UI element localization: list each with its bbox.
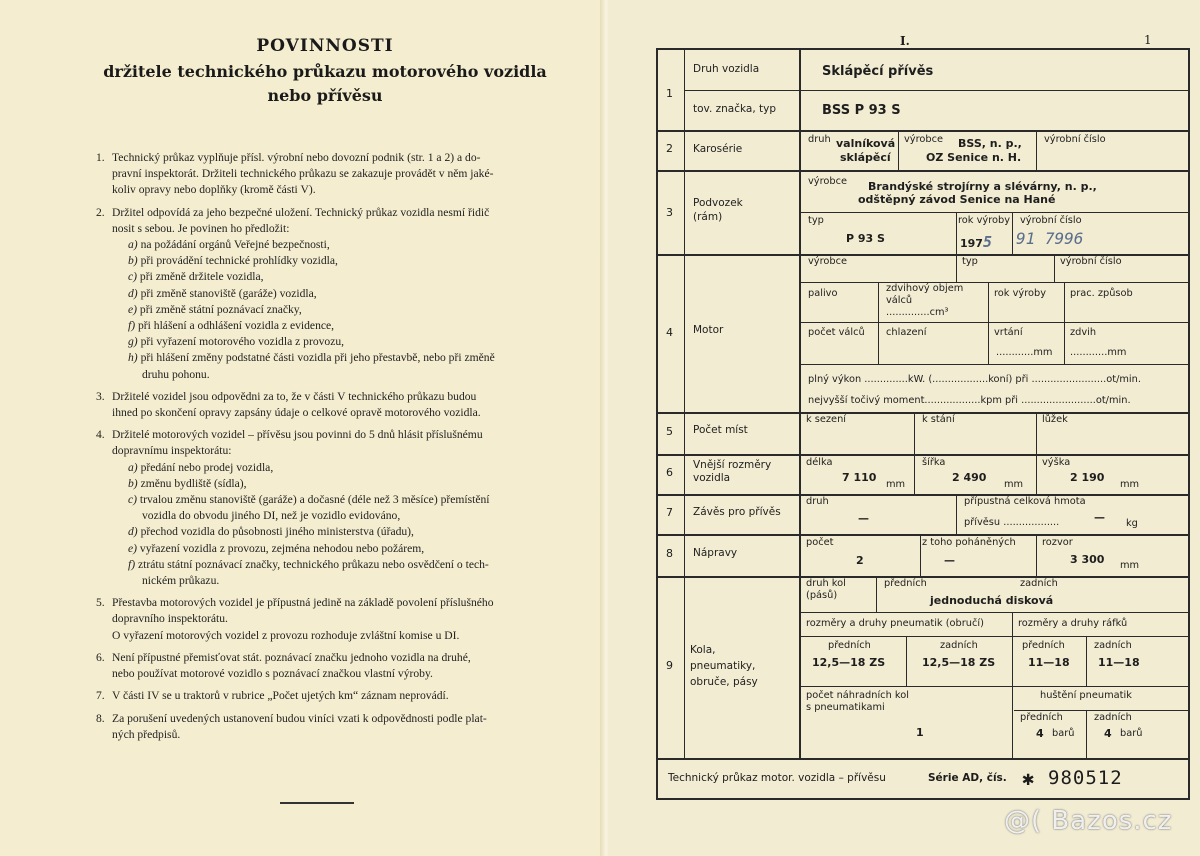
row-7-number: 7 — [666, 506, 673, 519]
obligation-subitem — [112, 269, 556, 285]
driven-axles-value: — — [944, 554, 955, 567]
obligation-subitem-text: při hlášení změny podstatné části vozidla při jeho přestavbě, nebo při změně — [140, 351, 495, 365]
row-5-number: 5 — [666, 425, 673, 438]
obligation-item — [96, 205, 556, 383]
obligation-number: 2. — [96, 205, 105, 219]
obligation-text-line: ihned po skončení opravy zapsány údaje o celkové opravě motorového vozidla. — [112, 406, 481, 420]
obligation-text-line: O vyřazení motorových vozidel z provozu rozhoduje zvláštní komise u DI. — [112, 628, 460, 642]
pressure-front-value: 4 — [1036, 727, 1044, 740]
hitch-mass-unit: kg — [1126, 518, 1138, 529]
engine-displacement-unit: ..............cm³ — [886, 307, 949, 318]
obligation-subitem — [112, 508, 556, 524]
height-value: 2 190 — [1070, 471, 1105, 484]
obligation-subitem-text: na požádání orgánů Veřejné bezpečnosti, — [140, 238, 330, 252]
chassis-year-label: rok výroby — [958, 215, 1011, 226]
footer-serial-number: 980512 — [1048, 767, 1123, 789]
page-number: 1 — [1144, 33, 1152, 47]
pressure-front-label: předních — [1020, 712, 1063, 723]
engine-displacement-label: zdvihový objem — [886, 283, 964, 294]
obligation-subitem-text: trvalou změnu stanoviště (garáže) a dočasné (déle než 3 měsíce) přemístění — [139, 493, 490, 507]
obligation-subitem — [112, 334, 556, 350]
dimensions-label-2: vozidla — [693, 472, 731, 484]
obligation-text-line: V části IV se u traktorů v rubrice „Počet ujetých km“ záznam neprovádí. — [112, 689, 449, 703]
wheels-label-3: obruče, pásy — [690, 676, 758, 688]
obligation-item — [96, 688, 556, 704]
width-unit: mm — [1004, 479, 1024, 490]
obligation-subitem-text: při změně držitele vozidla, — [139, 270, 264, 284]
length-value: 7 110 — [842, 471, 877, 484]
obligation-text-line: koliv opravy nebo doplňky (kromě části V). — [112, 183, 316, 197]
tyre-pressure-label: huštění pneumatik — [1040, 690, 1132, 701]
seats-beds-label: lůžek — [1042, 414, 1068, 425]
rim-rear-label: zadních — [1094, 640, 1132, 651]
tyre-size-header: rozměry a druhy pneumatik (obručí) — [806, 618, 984, 629]
engine-year-label: rok výroby — [994, 288, 1047, 299]
obligation-subitem-letter: a) — [128, 460, 138, 474]
chassis-year-handwritten: 5 — [982, 233, 992, 251]
axles-count-value: 2 — [856, 554, 864, 567]
obligations-subtitle-line1: držitele technického průkazu motorového vozidla — [103, 62, 547, 81]
engine-serial-label: výrobní číslo — [1060, 256, 1122, 267]
length-unit: mm — [886, 479, 906, 490]
obligation-text-line: Přestavba motorových vozidel je přípustná jedině na základě povolení příslušného — [112, 596, 494, 610]
tyre-front-value: 12,5—18 ZS — [812, 656, 886, 669]
wheels-label-1: Kola, — [690, 644, 716, 656]
obligation-subitem — [112, 573, 556, 589]
body-kind-label: druh — [808, 134, 831, 145]
footer-series-label: Série AD, čís. — [928, 772, 1007, 784]
wheelbase-label: rozvor — [1042, 537, 1073, 548]
obligation-text-line: Technický průkaz vyplňuje přísl. výrobní nebo dovozní podnik (str. 1 a 2) a do- — [112, 151, 481, 164]
engine-fuel-label: palivo — [808, 288, 838, 299]
obligation-text-line: pravní inspektorát. Držiteli technického průkazu se zakazuje provádět v něm jaké- — [112, 167, 494, 181]
obligation-text-line: nosit s sebou. Je povinen ho předložit: — [112, 221, 290, 235]
body-maker-value-1: BSS, n. p., — [958, 137, 1022, 150]
obligation-subitem-text: druhu pohonu. — [142, 367, 210, 381]
hitch-mass-value: — — [1094, 511, 1105, 524]
engine-type-label: typ — [962, 256, 978, 267]
hitch-mass-label: přípustná celková hmota — [964, 496, 1086, 507]
obligation-subitem-letter: d) — [128, 525, 138, 539]
obligation-item — [96, 595, 556, 644]
obligation-subitem-text: změnu bydliště (sídla), — [140, 476, 247, 490]
engine-stroke-label: zdvih — [1070, 327, 1097, 338]
obligation-item — [96, 389, 556, 421]
wheels-label-2: pneumatiky, — [690, 660, 756, 672]
obligation-subitem-letter: e) — [128, 302, 138, 316]
obligation-subitem — [112, 237, 556, 253]
chassis-serial-handwritten: 91 7996 — [1016, 229, 1084, 248]
rim-rear-value: 11—18 — [1098, 656, 1140, 669]
width-value: 2 490 — [952, 471, 987, 484]
height-label: výška — [1042, 457, 1071, 468]
engine-stroke-unit: ............mm — [1070, 347, 1127, 358]
obligation-subitem-text: při hlášení a odhlášení vozidla z evidence, — [138, 319, 335, 333]
body-maker-value-2: OZ Senice n. H. — [926, 151, 1022, 164]
obligation-subitem-letter: b) — [128, 254, 138, 268]
row-4-number: 4 — [666, 326, 673, 339]
obligation-subitem — [112, 460, 556, 476]
hitch-kind-label: druh — [806, 496, 829, 507]
obligations-list — [96, 150, 556, 749]
seats-standing-label: k stání — [922, 414, 955, 425]
obligation-subitem-letter: a) — [128, 238, 138, 252]
obligation-subitem-text: při vyřazení motorového vozidla z provozu, — [140, 335, 345, 349]
obligation-subitem-letter: g) — [128, 335, 138, 349]
length-label: délka — [806, 457, 833, 468]
obligation-subitem — [112, 476, 556, 492]
engine-torque-line: nejvyšší točivý moment..................kpm při ........................ot/min. — [808, 395, 1131, 406]
obligation-number: 6. — [96, 650, 105, 664]
obligation-subitem-text: vozidla do obvodu jiného DI, než je vozidlo evidováno, — [142, 509, 401, 523]
seats-sitting-label: k sezení — [806, 414, 847, 425]
obligation-subitem-text: předání nebo prodej vozidla, — [140, 460, 274, 474]
obligation-number: 3. — [96, 389, 105, 403]
pressure-rear-unit: barů — [1120, 728, 1143, 739]
chassis-label-2: (rám) — [693, 211, 723, 223]
row-3-number: 3 — [666, 206, 673, 219]
obligation-subitem-text: při provádění technické prohlídky vozidla, — [140, 254, 338, 268]
row-8-number: 8 — [666, 547, 673, 560]
obligation-subitem — [112, 253, 556, 269]
obligation-number: 1. — [96, 151, 105, 164]
seats-label: Počet míst — [693, 424, 748, 436]
row-1-number: 1 — [666, 87, 673, 100]
chassis-maker-label: výrobce — [808, 176, 848, 187]
pressure-rear-label: zadních — [1094, 712, 1132, 723]
obligation-subitem — [112, 302, 556, 318]
chassis-maker-value-2: odštěpný závod Senice na Hané — [858, 193, 1056, 206]
body-serial-label: výrobní číslo — [1044, 134, 1106, 145]
obligation-subitem-letter: c) — [128, 270, 138, 284]
obligation-number: 8. — [96, 711, 105, 725]
wheelbase-value: 3 300 — [1070, 553, 1105, 566]
obligation-subitem — [112, 524, 556, 540]
hitch-trailer-label: přívěsu .................. — [964, 517, 1060, 528]
dimensions-label-1: Vnější rozměry — [693, 459, 772, 471]
height-unit: mm — [1120, 479, 1140, 490]
engine-cycle-label: prac. způsob — [1070, 288, 1133, 299]
obligations-subtitle-line2: nebo přívěsu — [267, 86, 383, 105]
engine-maker-label: výrobce — [808, 256, 848, 267]
hitch-label: Závěs pro přívěs — [693, 506, 781, 518]
chassis-year-value: 1975 — [960, 233, 992, 251]
body-kind-value-2: sklápěcí — [840, 151, 891, 164]
obligation-text-line: Držitel odpovídá za jeho bezpečné uložení. Technický průkaz vozidla nesmí řidič — [112, 205, 490, 219]
obligation-text-line: Není přípustné přemisťovat stát. poznávací značku jednoho vozidla na druhé, — [112, 650, 471, 664]
engine-bore-unit: ............mm — [996, 347, 1053, 358]
obligation-text-line: nebo používat motorové vozidlo s poznávací značkou vlastní výroby. — [112, 667, 433, 681]
rim-size-header: rozměry a druhy ráfků — [1018, 618, 1128, 629]
tyre-rear-label: zadních — [940, 640, 978, 651]
obligation-subitem-letter: f) — [128, 557, 136, 571]
engine-label: Motor — [693, 324, 724, 336]
axles-label: Nápravy — [693, 547, 738, 559]
wheel-kind-value: jednoduchá disková — [930, 594, 1054, 607]
obligation-subitem — [112, 557, 556, 573]
obligation-subitem-text: při změně stanoviště (garáže) vozidla, — [140, 286, 317, 300]
obligation-subitem — [112, 541, 556, 557]
obligation-subitem-letter: d) — [128, 286, 138, 300]
row-6-number: 6 — [666, 466, 673, 479]
obligation-subitem-text: ztrátu státní poznávací značky, technického průkazu nebo osvědčení o tech- — [138, 557, 489, 571]
spare-wheels-value: 1 — [916, 726, 924, 739]
section-roman-numeral: I. — [900, 34, 910, 48]
axles-count-label: počet — [806, 537, 834, 548]
obligation-number: 4. — [96, 428, 105, 442]
vehicle-type-label: Druh vozidla — [693, 63, 760, 75]
wheelbase-unit: mm — [1120, 560, 1140, 571]
obligation-text-line: Držitelé motorových vozidel – přívěsu jsou povinni do 5 dnů hlásit příslušnému — [112, 428, 483, 442]
obligation-text-line: dopravního inspektorátu. — [112, 612, 228, 626]
rim-front-value: 11—18 — [1028, 656, 1070, 669]
obligation-subitem — [112, 318, 556, 334]
engine-displacement-label-2: válců — [886, 295, 913, 306]
body-maker-label: výrobce — [904, 134, 944, 145]
wheel-rear-label: zadních — [1020, 578, 1058, 589]
obligation-subitem-letter: c) — [128, 493, 138, 507]
obligation-subitem — [112, 492, 556, 508]
obligation-text-line: ných předpisů. — [112, 727, 181, 741]
driven-axles-label: z toho poháněných — [922, 537, 1016, 548]
tyre-rear-value: 12,5—18 ZS — [922, 656, 996, 669]
tyre-front-label: předních — [828, 640, 871, 651]
row-9-number: 9 — [666, 659, 673, 672]
spare-wheels-label-2: s pneumatikami — [806, 702, 885, 713]
pressure-front-unit: barů — [1052, 728, 1075, 739]
obligation-subitem — [112, 367, 556, 383]
obligation-item — [96, 650, 556, 682]
obligation-item — [96, 711, 556, 743]
obligation-subitem-letter: b) — [128, 476, 138, 490]
obligation-subitem-letter: h) — [128, 351, 138, 365]
star-mark-icon: ✱ — [1022, 766, 1036, 790]
bazos-watermark: @( Bazos.cz — [1004, 806, 1173, 836]
rim-front-label: předních — [1022, 640, 1065, 651]
engine-power-line: plný výkon ..............kW. (..................koní) při ........................ot/min. — [808, 374, 1141, 385]
chassis-serial-label: výrobní číslo — [1020, 215, 1082, 226]
obligation-subitem-letter: f) — [128, 319, 136, 333]
chassis-label-1: Podvozek — [693, 197, 743, 209]
vehicle-type-value: Sklápěcí přívěs — [822, 64, 934, 79]
obligation-text-line: dopravnímu inspektorátu: — [112, 444, 232, 458]
pressure-rear-value: 4 — [1104, 727, 1112, 740]
obligation-number: 7. — [96, 689, 105, 703]
obligation-subitem-text: vyřazení vozidla z provozu, zejména nehodou nebo požárem, — [139, 541, 425, 555]
width-label: šířka — [922, 457, 946, 468]
chassis-type-label: typ — [808, 215, 824, 226]
spare-wheels-label-1: počet náhradních kol — [806, 690, 909, 701]
obligation-item — [96, 150, 556, 199]
body-label: Karosérie — [693, 143, 743, 155]
make-model-label: tov. značka, typ — [693, 103, 776, 115]
make-model-value: BSS P 93 S — [822, 103, 901, 118]
obligation-subitem-letter: e) — [128, 541, 138, 555]
end-divider — [280, 802, 354, 804]
obligation-subitem-text: přechod vozidla do působnosti jiného ministerstva (úřadu), — [140, 525, 414, 539]
obligation-item — [96, 427, 556, 589]
obligations-title: POVINNOSTI — [256, 36, 394, 56]
wheel-kind-label-1: druh kol — [806, 578, 846, 589]
footer-document-title: Technický průkaz motor. vozidla – přívěsu — [668, 772, 886, 784]
obligation-subitem — [112, 286, 556, 302]
chassis-maker-value-1: Brandýské strojírny a slévárny, n. p., — [868, 180, 1097, 193]
engine-cooling-label: chlazení — [886, 327, 927, 338]
obligation-text-line: Držitelé vozidel jsou odpovědni za to, že v části V technického průkazu budou — [112, 389, 477, 403]
wheel-front-label: předních — [884, 578, 927, 589]
hitch-kind-value: — — [858, 512, 869, 525]
obligation-text-line: Za porušení uvedených ustanovení budou viníci vzati k odpovědnosti podle plat- — [112, 711, 487, 725]
chassis-type-value: P 93 S — [846, 232, 885, 245]
wheel-kind-label-2: (pásů) — [806, 590, 838, 601]
engine-cylinders-label: počet válců — [808, 327, 865, 338]
obligation-subitem — [112, 350, 556, 366]
body-kind-value-1: valníková — [836, 137, 896, 150]
obligation-subitem-text: nickém průkazu. — [142, 574, 220, 588]
obligation-number: 5. — [96, 596, 105, 610]
row-2-number: 2 — [666, 142, 673, 155]
engine-bore-label: vrtání — [994, 327, 1023, 338]
obligation-subitem-text: při změně státní poznávací značky, — [139, 302, 302, 316]
